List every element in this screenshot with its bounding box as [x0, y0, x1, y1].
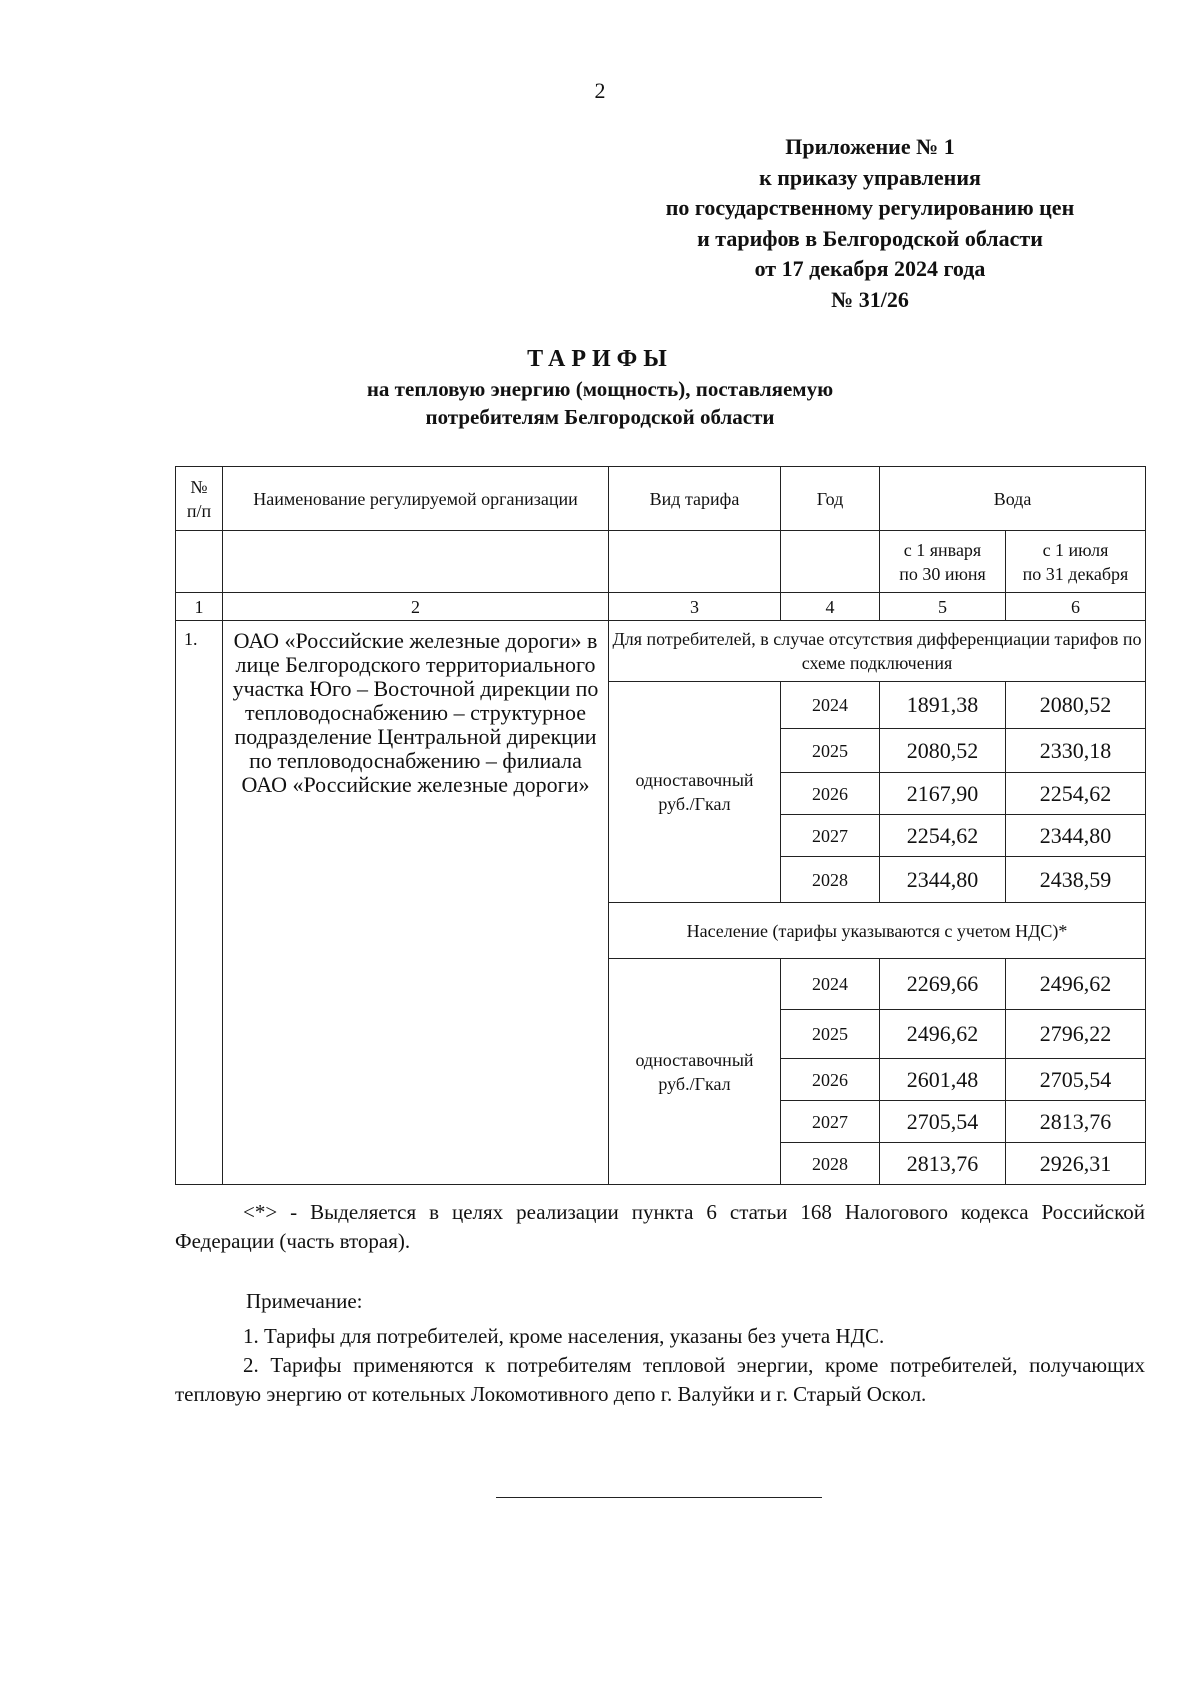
- value-cell: 2705,54: [1006, 1059, 1146, 1101]
- column-number: 1: [176, 593, 223, 621]
- value-cell: 2796,22: [1006, 1010, 1146, 1059]
- column-number: 5: [880, 593, 1006, 621]
- value-cell: 2344,80: [880, 857, 1006, 903]
- value-cell: 2601,48: [880, 1059, 1006, 1101]
- header-number: № п/п: [176, 467, 223, 531]
- title-subtitle: потребителям Белгородской области: [425, 405, 775, 429]
- header-water: Вода: [880, 467, 1146, 531]
- title-main: ТАРИФЫ: [527, 346, 673, 372]
- appendix-line: Приложение № 1: [785, 134, 955, 159]
- note-item: 1. Тарифы для потребителей, кроме населения, указаны без учета НДС.: [243, 1324, 885, 1348]
- value-cell: 2344,80: [1006, 815, 1146, 857]
- appendix-line: по государственному регулированию цен: [665, 195, 1075, 220]
- column-number: 3: [609, 593, 781, 621]
- value-cell: 2496,62: [880, 1010, 1006, 1059]
- year-cell: 2025: [781, 729, 880, 773]
- section2-tariff-type: одноставочный руб./Гкал: [609, 959, 781, 1185]
- column-number: 6: [1006, 593, 1146, 621]
- section1-title-row: [176, 621, 1146, 682]
- year-cell: 2028: [781, 1143, 880, 1185]
- column-number-row: [176, 593, 1146, 621]
- row-number: 1.: [176, 621, 223, 1185]
- value-cell: 2705,54: [880, 1101, 1006, 1143]
- closing-rule: [496, 1497, 822, 1498]
- appendix-line: от 17 декабря 2024 года: [754, 256, 986, 281]
- value-cell: 2496,62: [1006, 959, 1146, 1010]
- header-tariff-type: Вид тарифа: [609, 467, 781, 531]
- section2-title: Население (тарифы указываются с учетом НДС)*: [609, 903, 1146, 959]
- value-cell: 2254,62: [1006, 773, 1146, 815]
- appendix-line: к приказу управления: [759, 164, 981, 190]
- value-cell: 2926,31: [1006, 1143, 1146, 1185]
- year-cell: 2025: [781, 1010, 880, 1059]
- value-cell: 1891,38: [880, 682, 1006, 729]
- column-number: 4: [781, 593, 880, 621]
- title-subtitle: на тепловую энергию (мощность), поставляемую: [366, 377, 834, 401]
- empty-cell: [176, 531, 223, 593]
- appendix-line: и тарифов в Белгородской области: [697, 225, 1043, 251]
- value-cell: 2438,59: [1006, 857, 1146, 903]
- empty-cell: [223, 531, 609, 593]
- value-cell: 2167,90: [880, 773, 1006, 815]
- table-subheader-row: [176, 531, 1146, 593]
- column-number: 2: [223, 593, 609, 621]
- year-cell: 2028: [781, 857, 880, 903]
- value-cell: 2330,18: [1006, 729, 1146, 773]
- year-cell: 2024: [781, 682, 880, 729]
- value-cell: 2813,76: [1006, 1101, 1146, 1143]
- document-title: [0, 343, 1200, 431]
- year-cell: 2024: [781, 959, 880, 1010]
- footnote: <*> - Выделяется в целях реализации пункта 6 статьи 168 Налогового кодекса Российской Федерации (часть вторая).: [175, 1200, 1145, 1253]
- value-cell: 2080,52: [880, 729, 1006, 773]
- organization-name: ОАО «Российские железные дороги» в лице Белгородского территориального участка Юго – Восточной дирекции по тепловодоснабжению – структурное подразделение Центральной дирекции по тепловодоснабжению – филиала ОАО «Российские железные дороги»: [223, 621, 609, 1185]
- appendix-line: № 31/26: [831, 286, 909, 312]
- section1-tariff-type: одноставочный руб./Гкал: [609, 682, 781, 903]
- value-cell: 2813,76: [880, 1143, 1006, 1185]
- section1-title: Для потребителей, в случае отсутствия дифференциации тарифов по схеме подключения: [609, 621, 1146, 682]
- value-cell: 2080,52: [1006, 682, 1146, 729]
- value-cell: 2269,66: [880, 959, 1006, 1010]
- header-year: Год: [781, 467, 880, 531]
- header-period-2: с 1 июля по 31 декабря: [1006, 531, 1146, 593]
- page-number: 2: [594, 78, 606, 103]
- table-header-row: [176, 467, 1146, 531]
- notes-title: Примечание:: [246, 1289, 363, 1313]
- empty-cell: [781, 531, 880, 593]
- tariff-table: [175, 466, 1146, 1185]
- header-organization: Наименование регулируемой организации: [223, 467, 609, 531]
- year-cell: 2026: [781, 1059, 880, 1101]
- header-period-1: с 1 января по 30 июня: [880, 531, 1006, 593]
- value-cell: 2254,62: [880, 815, 1006, 857]
- empty-cell: [609, 531, 781, 593]
- appendix-header: [600, 132, 1140, 315]
- note-item: 2. Тарифы применяются к потребителям тепловой энергии, кроме потребителей, получающих тепловую энергию от котельных Локомотивного депо г. Валуйки и г. Старый Оскол.: [175, 1353, 1145, 1406]
- year-cell: 2027: [781, 815, 880, 857]
- year-cell: 2027: [781, 1101, 880, 1143]
- year-cell: 2026: [781, 773, 880, 815]
